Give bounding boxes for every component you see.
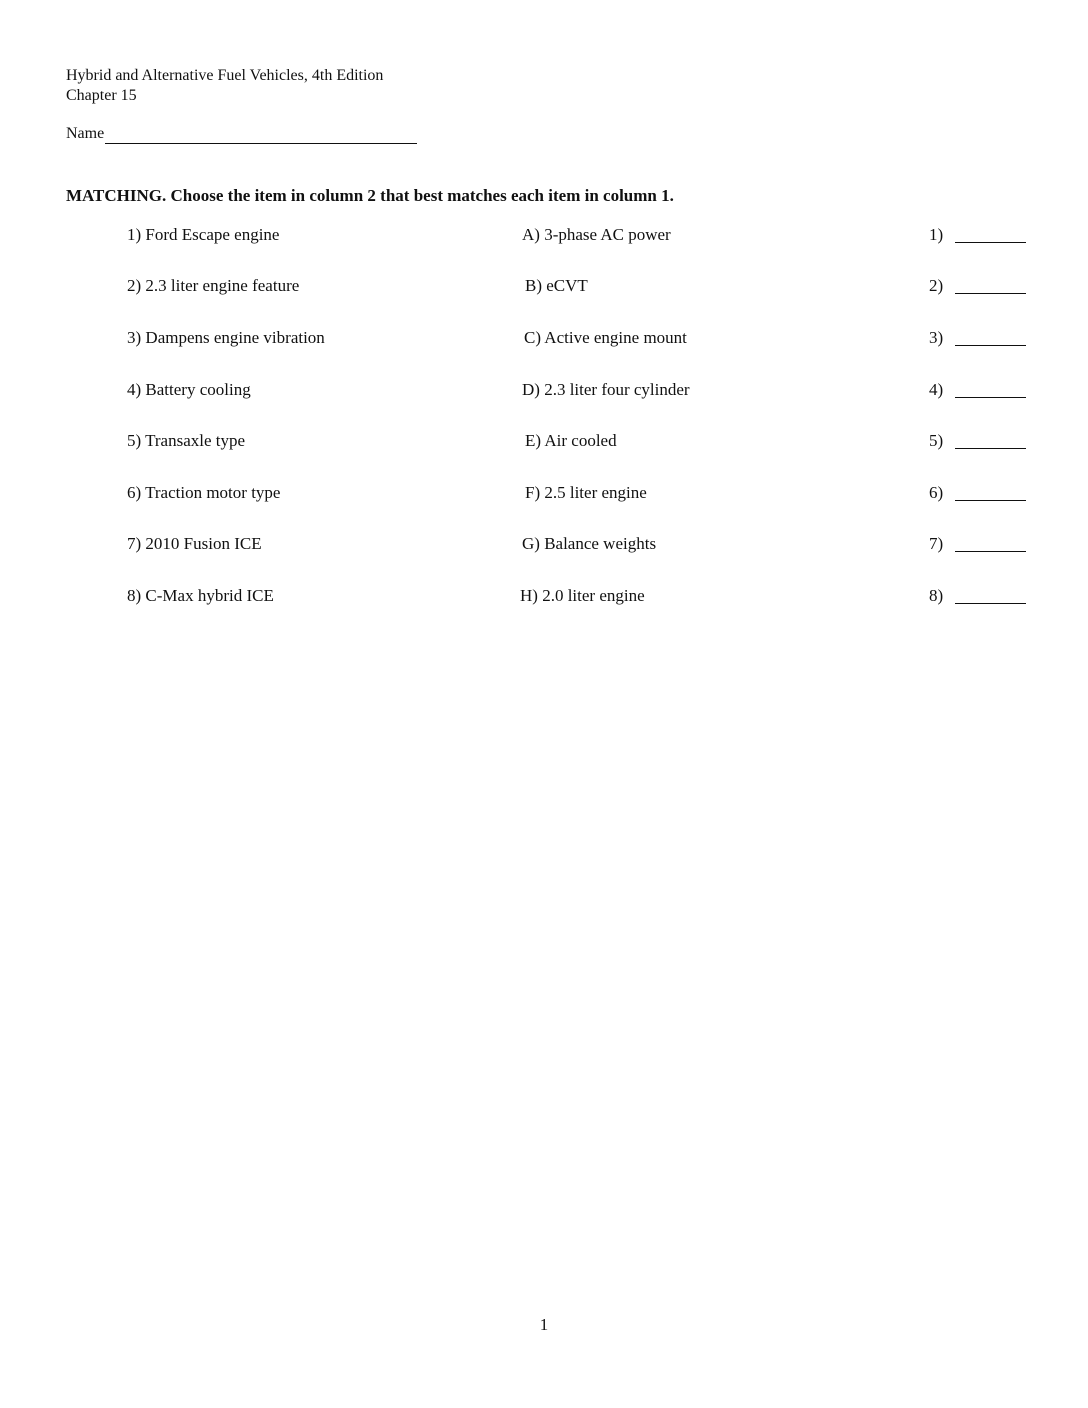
term-8: 8) C-Max hybrid ICE — [127, 586, 274, 605]
match-c: C) Active engine mount — [524, 328, 687, 347]
page-number: 1 — [539, 1315, 549, 1334]
matching-row-8 — [0, 585, 1088, 611]
match-e: E) Air cooled — [525, 431, 617, 450]
answer-blank-4[interactable] — [955, 397, 1026, 398]
match-d: D) 2.3 liter four cylinder — [522, 380, 690, 399]
matching-row-4 — [0, 379, 1088, 405]
answer-blank-3[interactable] — [955, 345, 1026, 346]
answer-label-1: 1) — [929, 225, 944, 244]
name-blank[interactable] — [105, 124, 417, 144]
answer-blank-6[interactable] — [955, 500, 1026, 501]
answer-blank-1[interactable] — [955, 242, 1026, 243]
term-2: 2) 2.3 liter engine feature — [127, 276, 300, 295]
term-3: 3) Dampens engine vibration — [127, 328, 325, 347]
answer-label-8: 8) — [929, 586, 944, 605]
answer-blank-8[interactable] — [955, 603, 1026, 604]
term-4: 4) Battery cooling — [127, 380, 251, 399]
term-1: 1) Ford Escape engine — [127, 225, 280, 244]
answer-blank-2[interactable] — [955, 293, 1026, 294]
matching-row-5 — [0, 430, 1088, 456]
answer-blank-5[interactable] — [955, 448, 1026, 449]
answer-label-7: 7) — [929, 534, 944, 553]
matching-row-6 — [0, 482, 1088, 508]
term-6: 6) Traction motor type — [127, 483, 281, 502]
answer-label-3: 3) — [929, 328, 944, 347]
matching-row-2 — [0, 275, 1088, 301]
name-row — [66, 124, 417, 144]
book-title: Hybrid and Alternative Fuel Vehicles, 4th Edition — [66, 67, 384, 84]
answer-label-6: 6) — [929, 483, 944, 502]
term-5: 5) Transaxle type — [127, 431, 246, 450]
answer-blank-7[interactable] — [955, 551, 1026, 552]
answer-label-5: 5) — [929, 431, 944, 450]
match-h: H) 2.0 liter engine — [520, 586, 645, 605]
matching-row-7 — [0, 533, 1088, 559]
answer-label-4: 4) — [929, 380, 944, 399]
match-g: G) Balance weights — [522, 534, 657, 553]
name-label: Name — [66, 125, 105, 142]
match-b: B) eCVT — [525, 276, 588, 295]
chapter-label: Chapter 15 — [66, 87, 137, 104]
match-a: A) 3-phase AC power — [522, 225, 671, 244]
matching-row-3 — [0, 327, 1088, 353]
matching-row-1 — [0, 224, 1088, 250]
match-f: F) 2.5 liter engine — [525, 483, 647, 502]
matching-instructions: MATCHING. Choose the item in column 2 that best matches each item in column 1. — [66, 186, 674, 205]
answer-label-2: 2) — [929, 276, 944, 295]
term-7: 7) 2010 Fusion ICE — [127, 534, 262, 553]
